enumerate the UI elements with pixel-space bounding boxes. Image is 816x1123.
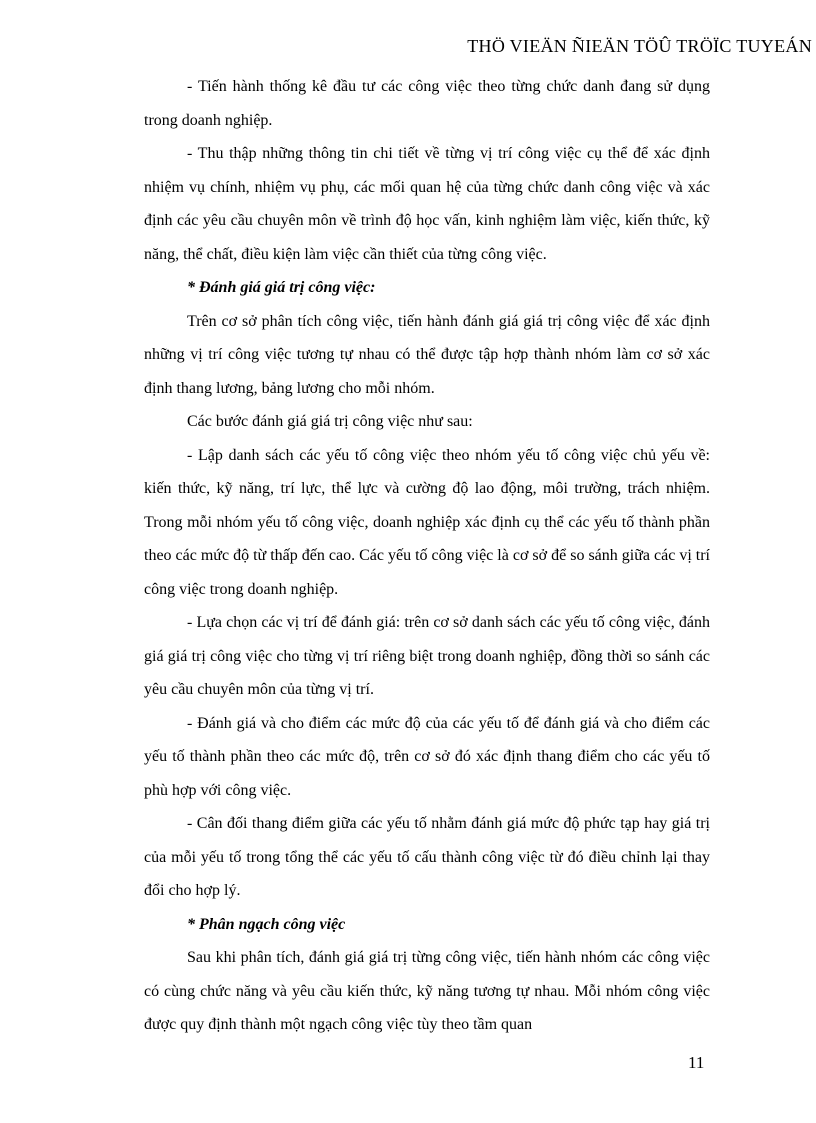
- paragraph-step-scoring: - Đánh giá và cho điểm các mức độ của các yếu tố để đánh giá và cho điểm các yếu tố thành phần theo các mức độ, trên cơ sở đó xác định thang điểm cho các yếu tố phù hợp với công việc.: [144, 714, 710, 799]
- running-header: THÖ VIEÄN ÑIEÄN TÖÛ TRÖÏC TUYEÁN: [467, 36, 812, 56]
- paragraph-evaluation-intro: Trên cơ sở phân tích công việc, tiến hành đánh giá giá trị công việc để xác định những vị trí công việc tương tự nhau có thể được tập hợp thành nhóm làm cơ sở xác định thang lương, bảng lương cho mỗi nhóm.: [144, 312, 710, 397]
- section-heading-job-evaluation: * Đánh giá giá trị công việc:: [187, 279, 376, 296]
- paragraph-step-list-factors: - Lập danh sách các yếu tố công việc theo nhóm yếu tố công việc chủ yếu về: kiến thức, kỹ năng, trí lực, thể lực và cường độ lao động, môi trường, trách nhiệm. Trong mỗi nhóm yếu tố công việc, doanh nghiệp xác định cụ thể các yếu tố thành phần theo các mức độ từ thấp đến cao. Các yếu tố công việc là cơ sở để so sánh giữa các vị trí công việc trong doanh nghiệp.: [144, 446, 710, 598]
- paragraph-grading-intro: Sau khi phân tích, đánh giá giá trị từng công việc, tiến hành nhóm các công việc có cùng chức năng và yêu cầu kiến thức, kỹ năng tương tự nhau. Mỗi nhóm công việc được quy định thành một ngạch công việc tùy theo tầm quan: [144, 949, 710, 1033]
- page-number: 11: [688, 1053, 705, 1072]
- paragraph-step-select-positions: - Lựa chọn các vị trí để đánh giá: trên cơ sở danh sách các yếu tố công việc, đánh giá giá trị công việc cho từng vị trí riêng biệt trong doanh nghiệp, đồng thời so sánh các yêu cầu chuyên môn của từng vị trí.: [144, 614, 710, 698]
- paragraph-step-balance: - Cân đối thang điểm giữa các yếu tố nhằm đánh giá mức độ phức tạp hay giá trị của mỗi yếu tố trong tổng thể các yếu tố cấu thành công việc từ đó điều chỉnh lại thay đổi cho hợp lý.: [144, 815, 710, 899]
- paragraph-stats: - Tiến hành thống kê đầu tư các công việc theo từng chức danh đang sử dụng trong doanh nghiệp.: [144, 78, 710, 129]
- paragraph-collect-info: - Thu thập những thông tin chi tiết về từng vị trí công việc cụ thể để xác định nhiệm vụ chính, nhiệm vụ phụ, các mối quan hệ của từng chức danh công việc và xác định các yêu cầu chuyên môn về trình độ học vấn, kinh nghiệm làm việc, kiến thức, kỹ năng, thể chất, điều kiện làm việc cần thiết của từng công việc.: [144, 145, 710, 263]
- paragraph-steps-intro: Các bước đánh giá giá trị công việc như sau:: [187, 413, 473, 430]
- body-text: [144, 70, 710, 1042]
- section-heading-job-grading: * Phân ngạch công việc: [187, 915, 346, 933]
